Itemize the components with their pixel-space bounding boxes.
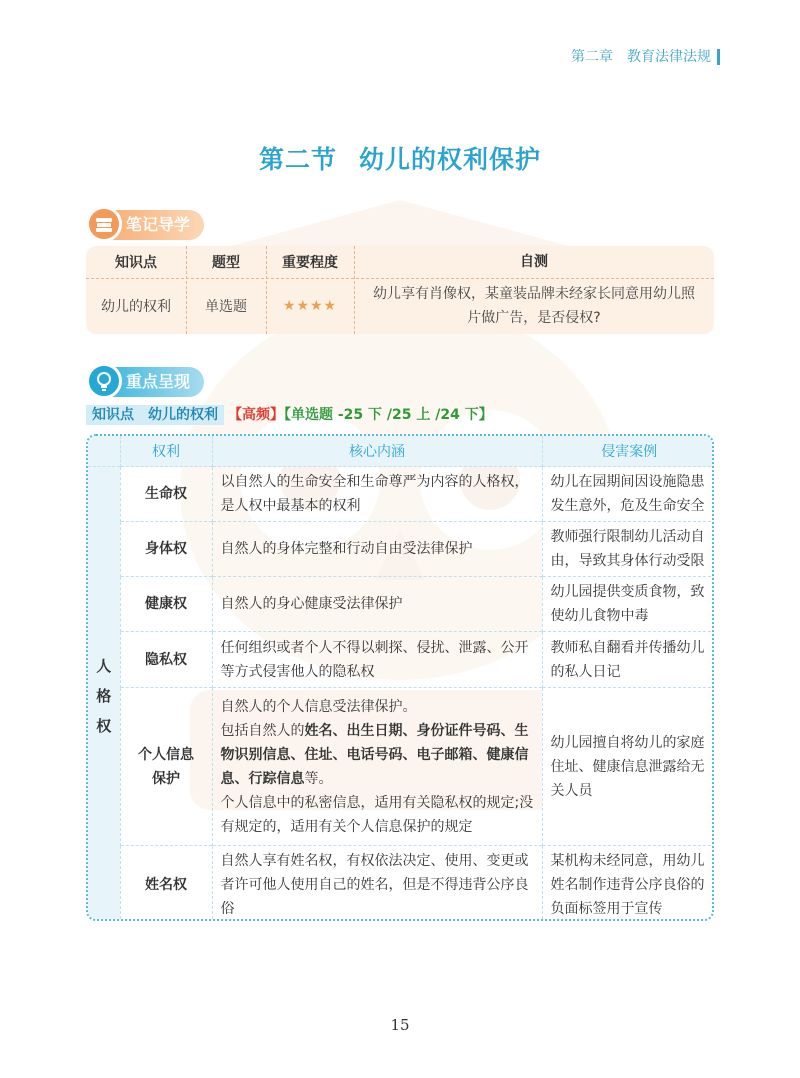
importance-stars: ★★★★ (282, 298, 338, 314)
right-case: 某机构未经同意，用幼儿姓名制作违背公序良俗的负面标签用于宣传 (542, 846, 714, 922)
table-row (88, 846, 714, 922)
frequency-tag: 【高频】 (228, 407, 284, 423)
right-name-line1: 个人信息 (138, 746, 194, 763)
table-row (88, 467, 714, 522)
exam-tag: 【单选题 -25 下 /25 上 /24 下】 (284, 407, 493, 423)
right-name: 健康权 (120, 577, 212, 632)
table-row (88, 632, 714, 688)
meaning-items: 姓名、出生日期、身份证件号码、生物识别信息、住址、电话号码、电子邮箱、健康信息、行踪信息 (220, 722, 529, 787)
header-bar (717, 49, 720, 65)
right-name: 生命权 (120, 467, 212, 522)
header-case: 侵害案例 (542, 436, 714, 467)
question-type-cell: 单选题 (205, 299, 247, 315)
right-name: 姓名权 (120, 846, 212, 922)
table-row (88, 688, 714, 846)
book-icon (86, 206, 122, 242)
page-number: 15 (390, 1016, 410, 1034)
meaning-paragraph-3: 个人信息中的私密信息，适用有关隐私权的规定;没有规定的，适用有关个人信息保护的规定 (220, 794, 534, 835)
table-row (88, 522, 714, 577)
key-points-label: 重点呈现 (126, 372, 191, 391)
right-case: 教师强行限制幼儿活动自由，导致其身体行动受限 (542, 522, 714, 577)
notes-guide-table (86, 246, 714, 334)
notes-table-row (86, 278, 714, 334)
page-title (0, 140, 800, 176)
meaning-intro: 包括自然人的 (220, 722, 305, 739)
key-points-badge (88, 367, 204, 397)
chapter-label: 第二章 教育法律法规 (571, 49, 711, 65)
right-case: 教师私自翻看并传播幼儿的私人日记 (542, 632, 714, 688)
header-self-test: 自测 (520, 254, 548, 270)
header-right: 权利 (120, 436, 212, 467)
table-row (88, 577, 714, 632)
right-name (120, 688, 212, 846)
meaning-paragraph-1: 自然人的个人信息受法律保护。 (220, 698, 417, 715)
knowledge-point-label: 知识点 幼儿的权利 (86, 405, 224, 425)
right-meaning: 以自然人的生命安全和生命尊严为内容的人格权，是人权中最基本的权利 (212, 467, 542, 522)
right-case: 幼儿园提供变质食物，致使幼儿食物中毒 (542, 577, 714, 632)
right-name: 身体权 (120, 522, 212, 577)
header-meaning: 核心内涵 (212, 436, 542, 467)
right-case: 幼儿园擅自将幼儿的家庭住址、健康信息泄露给无关人员 (542, 688, 714, 846)
lightbulb-icon (86, 363, 122, 399)
right-meaning: 自然人享有姓名权，有权依法决定、使用、变更或者许可他人使用自己的姓名，但是不得违背公序良俗 (212, 846, 542, 922)
chapter-header (571, 46, 720, 66)
meaning-paragraph-2 (221, 719, 534, 791)
right-meaning: 任何组织或者个人不得以刺探、侵扰、泄露、公开等方式侵害他人的隐私权 (212, 632, 542, 688)
section-number: 第二节 (258, 145, 337, 174)
right-meaning (212, 688, 542, 846)
category-cell (88, 467, 120, 922)
section-title: 幼儿的权利保护 (359, 145, 542, 174)
meaning-end: 等。 (304, 770, 333, 787)
notes-table-header (86, 246, 714, 278)
category-label: 人 格 权 (96, 656, 112, 735)
knowledge-point-line (86, 404, 493, 424)
header-question-type: 题型 (212, 255, 240, 271)
self-test-cell: 幼儿享有肖像权，某童装品牌未经家长同意用幼儿照片做广告，是否侵权? (373, 286, 695, 326)
rights-table-header (88, 436, 714, 467)
right-name-line2: 保护 (152, 770, 180, 787)
notes-guide-label: 笔记导学 (126, 215, 191, 234)
right-case: 幼儿在园期间因设施隐患发生意外，危及生命安全 (542, 467, 714, 522)
rights-table (86, 434, 714, 921)
notes-guide-badge (88, 210, 204, 240)
header-importance: 重要程度 (282, 255, 338, 271)
header-knowledge-point: 知识点 (115, 255, 157, 271)
right-meaning: 自然人的身心健康受法律保护 (212, 577, 542, 632)
right-name: 隐私权 (120, 632, 212, 688)
right-meaning: 自然人的身体完整和行动自由受法律保护 (212, 522, 542, 577)
knowledge-point-cell: 幼儿的权利 (101, 299, 171, 315)
